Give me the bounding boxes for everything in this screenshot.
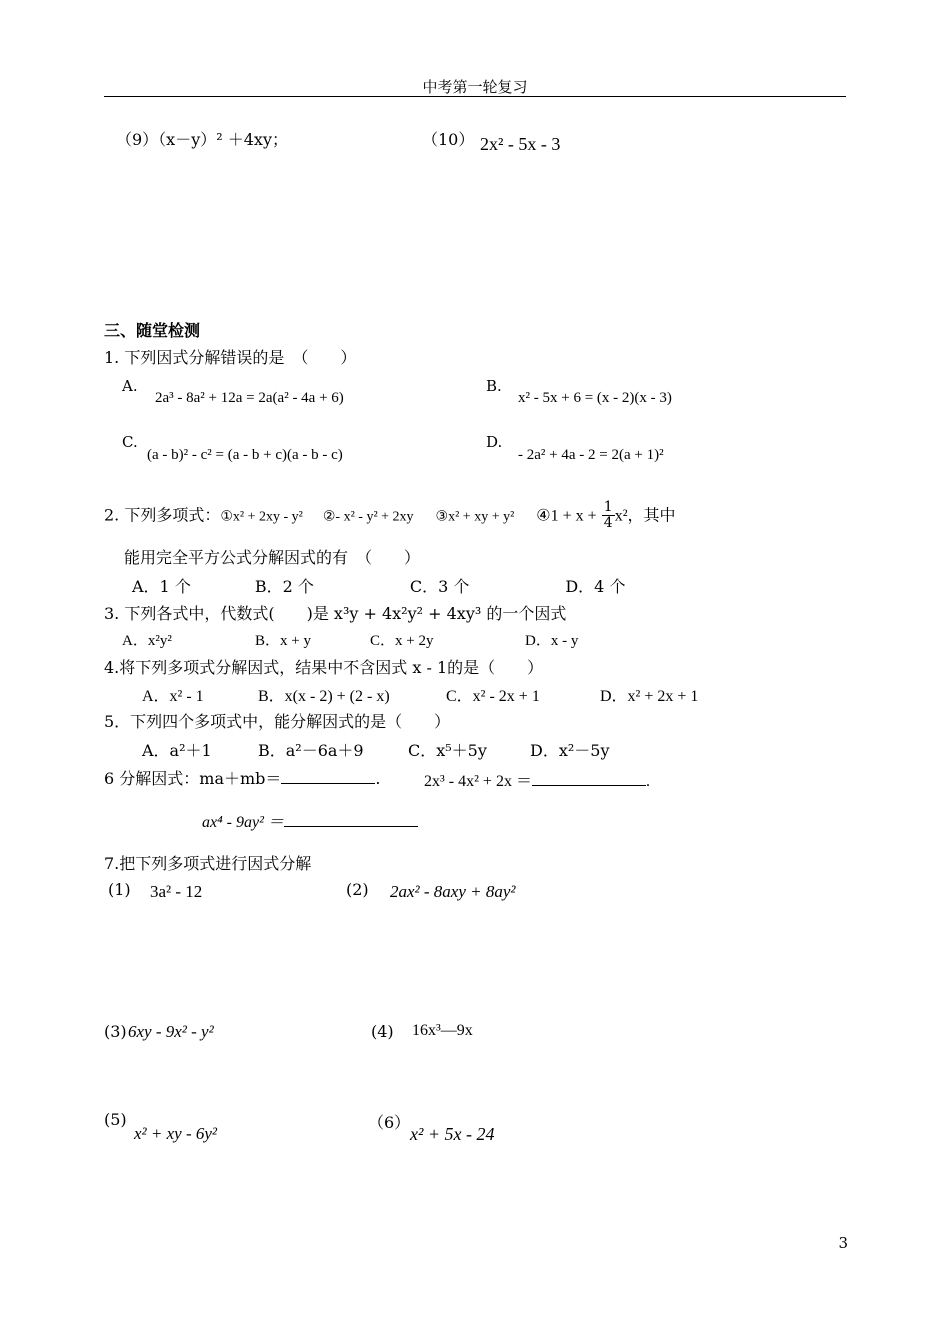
fraction-denominator: 4 [603, 515, 613, 532]
fraction-numerator: 1 [603, 499, 613, 515]
q7-part-6-label: （6） [368, 1113, 411, 1132]
q3-option-a: A．x²y² [122, 633, 172, 649]
answer-blank[interactable] [284, 812, 418, 827]
problem-10-label: （10） [422, 130, 475, 149]
q1-option-a-label: A. [122, 377, 138, 395]
question-3-stem: 3. 下列各式中，代数式( )是 x³y + 4x²y² + 4xy³ 的一个因式 [104, 604, 567, 623]
q5-option-d: D．x²－5y [530, 741, 610, 760]
q7-part-2: 2ax² - 8axy + 8ay² [390, 882, 516, 901]
problem-9: （9）（x－y）² ＋4xy； [116, 130, 288, 149]
q7-part-3-label: (3) [104, 1022, 127, 1041]
q3-option-d: D．x - y [525, 633, 579, 649]
q7-part-5: x² + xy - 6y² [134, 1124, 218, 1143]
q1-option-d-label: D. [486, 433, 503, 451]
q6-expression-2: 2x³ - 4x² + 2x ＝ [424, 773, 532, 790]
header-divider [104, 96, 846, 97]
q5-option-a: A．a²＋1 [142, 741, 212, 760]
q7-part-4-label: (4) [371, 1022, 394, 1041]
q7-part-6: x² + 5x - 24 [410, 1124, 495, 1144]
page-number: 3 [838, 1234, 848, 1252]
question-2-options: A．1 个 B．2 个 C．3 个 D．4 个 [132, 577, 626, 596]
q2-item-4-prefix: ④1 + x + [536, 507, 597, 525]
q2-stem-prefix: 2. 下列多项式： [104, 505, 221, 525]
q3-option-c: C．x + 2y [370, 633, 434, 649]
q7-part-1: 3a² - 12 [150, 882, 203, 901]
q3-option-b: B．x + y [255, 633, 311, 649]
q6-expression-2-end: . [645, 773, 650, 790]
fraction-one-quarter [602, 500, 615, 532]
page-header: 中考第一轮复习 [422, 78, 528, 96]
question-2-stem [104, 500, 676, 532]
q4-option-d: D．x² + 2x + 1 [600, 688, 699, 705]
q7-part-1-label: (1) [108, 880, 131, 899]
answer-blank[interactable] [532, 771, 646, 786]
q7-part-4: 16x³—9x [412, 1022, 473, 1039]
question-5-stem: 5．下列四个多项式中，能分解因式的是（ ） [104, 712, 451, 731]
section-title: 三、随堂检测 [104, 321, 201, 340]
q1-option-c-label: C. [122, 433, 138, 451]
question-6-stem [104, 766, 381, 789]
q7-part-3: 6xy - 9x² - y² [128, 1022, 214, 1041]
question-4-stem: 4.将下列多项式分解因式，结果中不含因式 x - 1的是（ ） [104, 658, 544, 677]
q1-option-b: x² - 5x + 6 = (x - 2)(x - 3) [518, 390, 672, 406]
q4-option-a: A．x² - 1 [142, 688, 204, 705]
q5-option-b: B．a²－6a＋9 [258, 741, 364, 760]
q6-expression-1: 6 分解因式：ma＋mb＝ [104, 769, 282, 788]
q2-item-3: ③x² + xy + y² [435, 509, 515, 525]
q2-item-1: ①x² + 2xy - y² [220, 509, 303, 525]
question-7-stem: 7.把下列多项式进行因式分解 [104, 854, 312, 873]
q1-option-a: 2a³ - 8a² + 12a = 2a(a² - 4a + 6) [155, 390, 344, 406]
q1-option-b-label: B. [486, 377, 502, 395]
q2-item-2: ②- x² - y² + 2xy [322, 509, 414, 525]
q6-expression-3: ax⁴ - 9ay² ＝ [202, 814, 284, 831]
q5-option-c: C．x⁵＋5y [408, 741, 487, 760]
question-1-stem: 1. 下列因式分解错误的是 （ ） [104, 348, 357, 367]
q6-part-2 [424, 768, 650, 791]
q4-option-c: C．x² - 2x + 1 [446, 688, 540, 705]
question-2-line-2: 能用完全平方公式分解因式的有 （ ） [124, 548, 421, 567]
problem-10-expression: 2x² - 5x - 3 [480, 134, 561, 154]
q2-item-4-suffix: x²，其中 [614, 507, 676, 525]
q6-expression-1-end: . [375, 769, 381, 788]
q1-option-c: (a - b)² - c² = (a - b + c)(a - b - c) [147, 447, 343, 463]
q7-part-2-label: (2) [346, 880, 369, 899]
q4-option-b: B．x(x - 2) + (2 - x) [258, 688, 390, 705]
answer-blank[interactable] [281, 769, 375, 784]
q1-option-d: - 2a² + 4a - 2 = 2(a + 1)² [518, 447, 664, 463]
q7-part-5-label: (5) [104, 1110, 127, 1129]
q6-part-3 [202, 809, 418, 832]
